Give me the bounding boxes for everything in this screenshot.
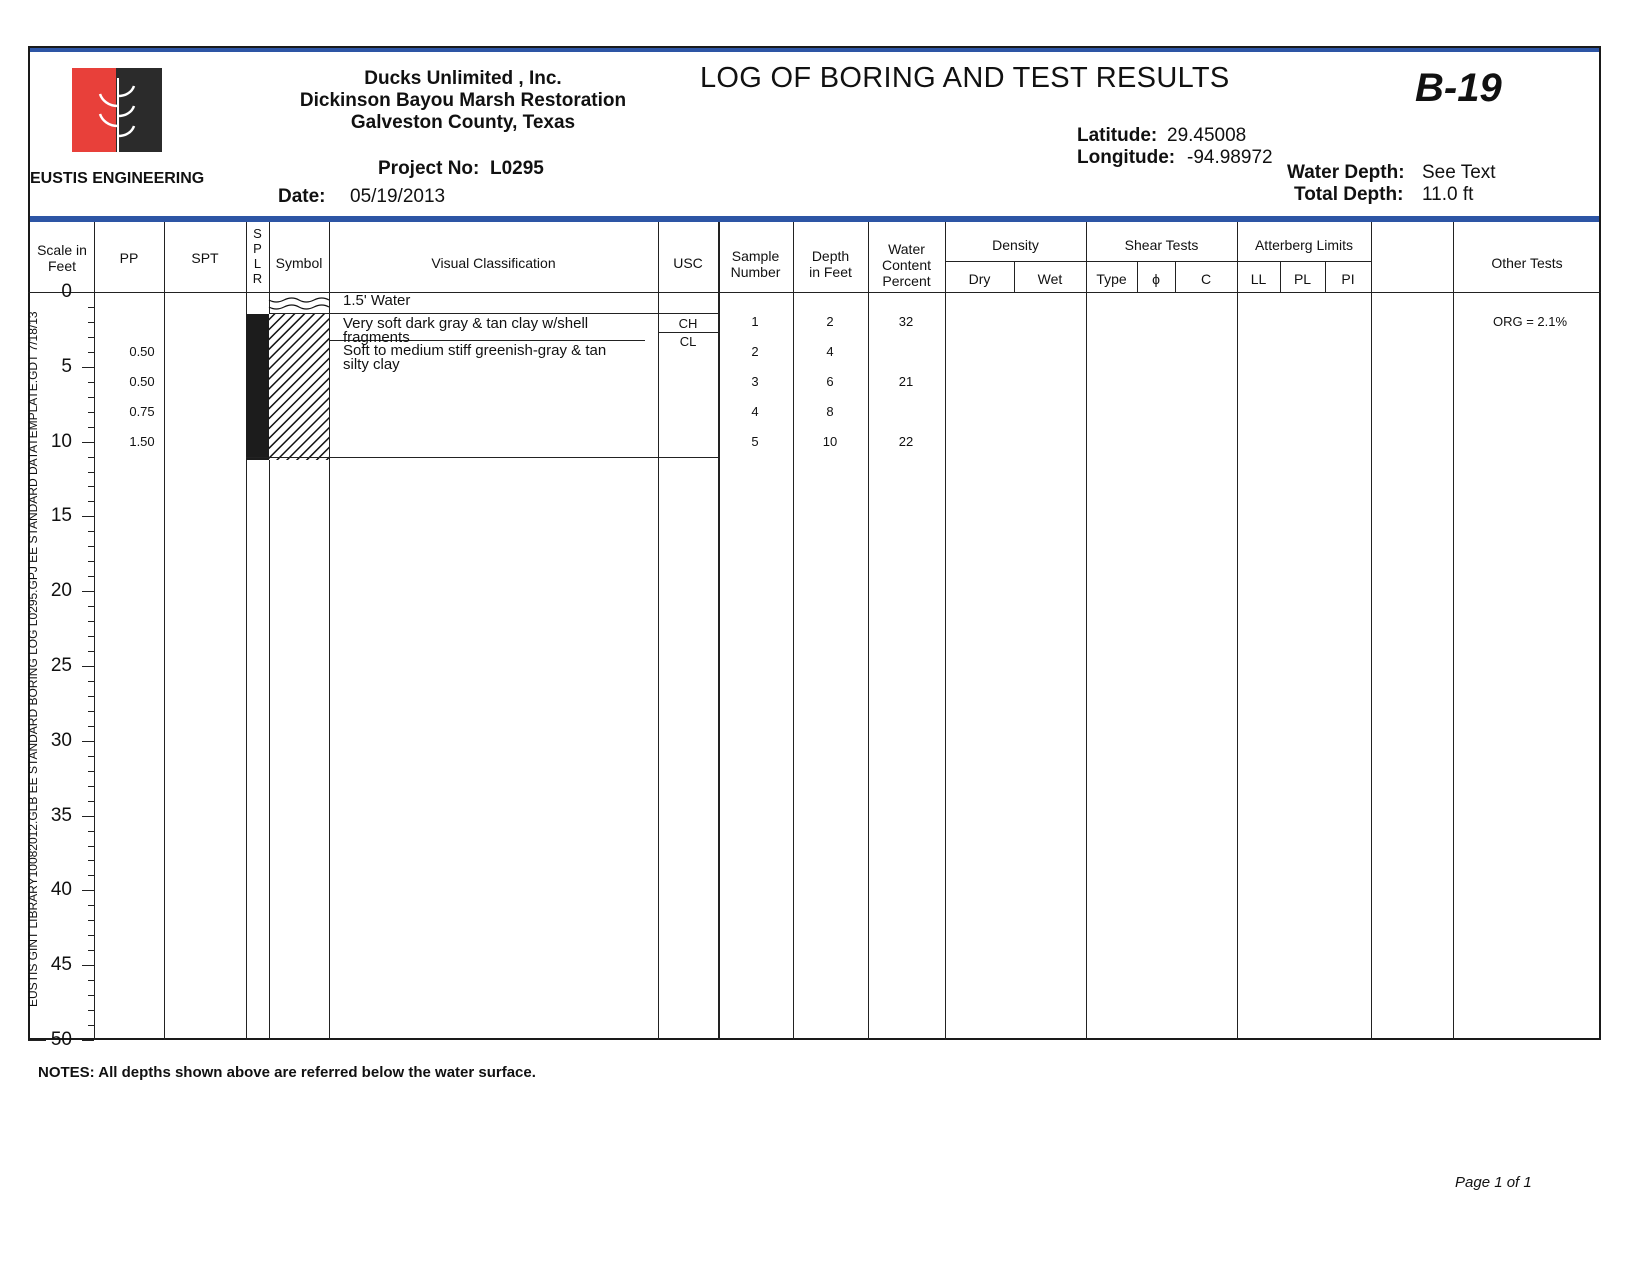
- sample-recovery-bar: [246, 314, 269, 460]
- scale-tick: [88, 606, 94, 607]
- scale-label: 0: [61, 281, 72, 302]
- scale-tick: [88, 681, 94, 682]
- water-depth-label: Water Depth:: [1287, 162, 1405, 183]
- strata-boundary: [658, 332, 718, 333]
- sample-number: 3: [751, 373, 759, 389]
- scale-tick: [82, 367, 94, 368]
- scale-tick: [88, 846, 94, 847]
- scale-tick: [88, 352, 94, 353]
- water-header-line: Content: [881, 257, 932, 273]
- sample-header: [718, 248, 793, 280]
- scale-end-tick: [28, 292, 46, 293]
- col-divider: [1371, 222, 1372, 1040]
- col-divider: [718, 222, 720, 1040]
- scale-tick: [82, 1040, 94, 1041]
- water-content: 21: [898, 373, 914, 389]
- description-line: fragments: [343, 329, 410, 346]
- water-wave-icon: [269, 298, 329, 302]
- scale-tick: [88, 1025, 94, 1026]
- page-title: LOG OF BORING AND TEST RESULTS: [700, 62, 1230, 94]
- scale-label: 25: [50, 655, 72, 676]
- c-header: C: [1200, 271, 1212, 287]
- strata-ch-description: [343, 317, 588, 345]
- other-header: Other Tests: [1491, 255, 1563, 271]
- depth-header-line: in Feet: [809, 264, 852, 280]
- scale-tick: [88, 995, 94, 996]
- depth-header-line: Depth: [811, 248, 850, 264]
- water-depth-value: See Text: [1422, 162, 1496, 183]
- other-test: ORG = 2.1%: [1492, 313, 1568, 329]
- splr-letter: S: [253, 226, 262, 241]
- atterberg-subheader-line: [1237, 261, 1371, 262]
- scale-tick: [88, 307, 94, 308]
- company-name: EUSTIS ENGINEERING: [30, 170, 205, 187]
- symbol-header: Symbol: [275, 255, 323, 271]
- client-name: Ducks Unlimited , Inc.: [364, 68, 562, 89]
- scale-tick: [88, 337, 94, 338]
- scale-tick: [88, 322, 94, 323]
- scale-label: 40: [50, 879, 72, 901]
- splr-header: [246, 226, 269, 286]
- scale-tick: [82, 816, 94, 817]
- scale-tick: [88, 546, 94, 547]
- pi-header: PI: [1341, 271, 1355, 287]
- scale-tick: [88, 531, 94, 532]
- strata-symbols: [246, 292, 330, 462]
- scale-tick: [88, 831, 94, 832]
- sample-header-line: Number: [730, 264, 781, 280]
- density-header: Density: [992, 237, 1039, 253]
- water-header-line: Percent: [882, 273, 931, 289]
- scale-tick: [82, 965, 94, 966]
- pp-header: PP: [119, 250, 139, 266]
- splr-letter: R: [252, 271, 263, 286]
- scale-tick: [88, 412, 94, 413]
- project-no-label: Project No:: [378, 158, 480, 179]
- scale-tick: [88, 576, 94, 577]
- boring-id: B-19: [1415, 66, 1502, 110]
- scale-tick: [88, 950, 94, 951]
- scale-end-tick: [28, 1040, 46, 1041]
- scale-label: 35: [50, 804, 72, 826]
- ll-header: LL: [1250, 271, 1267, 287]
- scale-label: 5: [61, 355, 72, 377]
- project-name: Dickinson Bayou Marsh Restoration: [299, 90, 627, 111]
- latitude-label: Latitude:: [1077, 125, 1158, 146]
- strata-cl-description: [343, 344, 606, 372]
- scale-tick: [88, 875, 94, 876]
- description-line: Very soft dark gray & tan clay w/shell: [343, 315, 589, 332]
- type-header: Type: [1096, 271, 1127, 287]
- sample-depth: 6: [826, 373, 834, 389]
- shear-header: Shear Tests: [1124, 237, 1199, 253]
- scale-tick: [88, 771, 94, 772]
- scale-tick: [88, 457, 94, 458]
- scale-label: 10: [50, 430, 72, 452]
- eustis-logo-icon: [72, 66, 162, 158]
- sample-depth: 10: [822, 433, 838, 449]
- wet-header: Wet: [1037, 271, 1063, 287]
- scale-tick: [88, 1010, 94, 1011]
- scale-header-line: Scale in: [37, 242, 87, 258]
- scale-label: 15: [50, 505, 72, 527]
- sample-number: 1: [751, 313, 759, 329]
- scale-tick: [88, 980, 94, 981]
- depth-header: [793, 248, 868, 280]
- scale-tick: [82, 292, 94, 293]
- visual-header: Visual Classification: [431, 255, 556, 271]
- col-divider: [793, 222, 794, 1040]
- scale-tick: [82, 890, 94, 891]
- latitude-value: 29.45008: [1167, 125, 1247, 146]
- longitude-value: -94.98972: [1187, 147, 1273, 168]
- splr-letter: P: [253, 241, 262, 256]
- usc-header: USC: [673, 255, 703, 271]
- sample-depth: 4: [826, 343, 834, 359]
- scale-tick: [88, 486, 94, 487]
- scale-tick: [88, 935, 94, 936]
- col-divider: [945, 222, 946, 1040]
- col-divider: [1086, 222, 1087, 1040]
- sample-number: 5: [751, 433, 759, 449]
- sample-number: 2: [751, 343, 759, 359]
- sample-depth: 2: [826, 313, 834, 329]
- usc-ch: CH: [678, 316, 698, 331]
- scale-tick: [82, 516, 94, 517]
- scale-tick: [88, 711, 94, 712]
- pp-value: 1.50: [129, 433, 155, 449]
- scale-tick: [88, 756, 94, 757]
- atterberg-header: Atterberg Limits: [1254, 237, 1354, 253]
- scale-tick: [88, 382, 94, 383]
- scale-tick: [88, 696, 94, 697]
- clay-hatch-symbol: [269, 314, 329, 460]
- scale-tick: [82, 442, 94, 443]
- scale-label: 20: [50, 580, 72, 602]
- sample-depth: 8: [826, 403, 834, 419]
- page-number: Page 1 of 1: [1455, 1174, 1532, 1191]
- scale-tick: [88, 397, 94, 398]
- scale-header: [30, 242, 94, 274]
- description-line: silty clay: [343, 356, 400, 373]
- scale-tick: [88, 920, 94, 921]
- phi-header: ϕ: [1152, 271, 1160, 287]
- scale-tick: [88, 726, 94, 727]
- scale-tick: [82, 741, 94, 742]
- spt-header: SPT: [191, 250, 219, 266]
- side-file-info: EUSTIS GINT LIBRARY10082012.GLB EE STANDARD BORING LOG L0295.GPJ EE STANDARD DATATEMPLATE.GDT 7/18/13: [26, 311, 40, 1007]
- scale-label: 50: [50, 1029, 72, 1050]
- strata-boundary: [246, 457, 718, 458]
- scale-tick: [88, 501, 94, 502]
- col-divider: [1237, 222, 1238, 1040]
- county: Galveston County, Texas: [350, 112, 576, 133]
- scale-header-line: Feet: [47, 258, 76, 274]
- dry-header: Dry: [968, 271, 991, 287]
- pp-value: 0.50: [129, 373, 155, 389]
- pl-header: PL: [1293, 271, 1312, 287]
- strata-water-description: 1.5' Water: [343, 292, 411, 309]
- scale-tick: [88, 472, 94, 473]
- scale-label: 30: [50, 729, 72, 751]
- sample-header-line: Sample: [731, 248, 780, 264]
- pp-value: 0.75: [129, 403, 155, 419]
- pp-value: 0.50: [129, 343, 155, 359]
- project-no: L0295: [490, 158, 544, 179]
- scale-tick: [88, 427, 94, 428]
- date-value: 05/19/2013: [350, 186, 446, 207]
- scale-tick: [88, 905, 94, 906]
- water-content: 22: [898, 433, 914, 449]
- scale-tick: [82, 666, 94, 667]
- scale-tick: [88, 651, 94, 652]
- scale-tick: [88, 636, 94, 637]
- col-divider: [94, 222, 95, 1040]
- usc-cl: CL: [679, 334, 697, 349]
- water-wave-icon: [269, 305, 329, 309]
- total-depth-label: Total Depth:: [1294, 184, 1404, 205]
- strata-boundary: [269, 313, 718, 314]
- scale-tick: [88, 561, 94, 562]
- scale-tick: [88, 860, 94, 861]
- date-label: Date:: [278, 186, 326, 207]
- splr-letter: L: [253, 256, 262, 271]
- water-content: 32: [898, 313, 914, 329]
- description-line: Soft to medium stiff greenish-gray & tan: [343, 342, 607, 359]
- col-divider: [868, 222, 869, 1040]
- scale-tick: [82, 591, 94, 592]
- water-header-line: Water: [888, 241, 925, 257]
- longitude-label: Longitude:: [1077, 147, 1176, 168]
- col-divider: [1453, 222, 1454, 1040]
- scale-tick: [88, 621, 94, 622]
- notes: NOTES: All depths shown above are referred below the water surface.: [38, 1064, 536, 1081]
- sample-number: 4: [751, 403, 759, 419]
- scale-tick: [88, 801, 94, 802]
- scale-tick: [88, 786, 94, 787]
- water-header: [868, 241, 945, 289]
- total-depth-value: 11.0 ft: [1422, 184, 1474, 205]
- scale-label: 45: [50, 954, 72, 976]
